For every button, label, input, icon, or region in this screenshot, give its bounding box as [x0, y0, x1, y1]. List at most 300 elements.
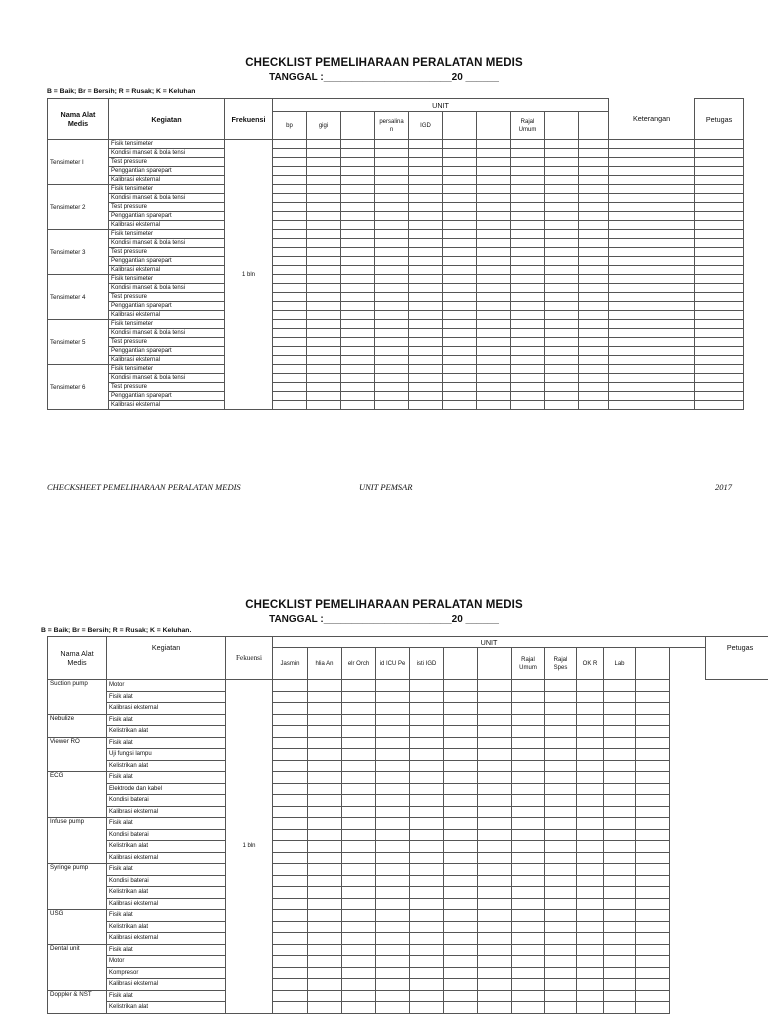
checkbox-cell[interactable]: [695, 185, 744, 194]
checkbox-cell[interactable]: [342, 967, 376, 979]
checkbox-cell[interactable]: [478, 680, 512, 692]
checkbox-cell[interactable]: [609, 194, 695, 203]
checkbox-cell[interactable]: [410, 979, 444, 991]
checkbox-cell[interactable]: [273, 933, 308, 945]
checkbox-cell[interactable]: [478, 691, 512, 703]
checkbox-cell[interactable]: [695, 203, 744, 212]
checkbox-cell[interactable]: [273, 1002, 308, 1014]
checkbox-cell[interactable]: [545, 383, 579, 392]
checkbox-cell[interactable]: [376, 829, 410, 841]
checkbox-cell[interactable]: [511, 329, 545, 338]
checkbox-cell[interactable]: [409, 392, 443, 401]
checkbox-cell[interactable]: [376, 956, 410, 968]
checkbox-cell[interactable]: [604, 760, 636, 772]
checkbox-cell[interactable]: [545, 795, 577, 807]
checkbox-cell[interactable]: [609, 158, 695, 167]
checkbox-cell[interactable]: [409, 212, 443, 221]
checkbox-cell[interactable]: [636, 933, 670, 945]
checkbox-cell[interactable]: [443, 176, 477, 185]
checkbox-cell[interactable]: [577, 726, 604, 738]
checkbox-cell[interactable]: [695, 320, 744, 329]
checkbox-cell[interactable]: [444, 944, 478, 956]
checkbox-cell[interactable]: [636, 714, 670, 726]
checkbox-cell[interactable]: [511, 383, 545, 392]
checkbox-cell[interactable]: [512, 841, 545, 853]
checkbox-cell[interactable]: [273, 320, 307, 329]
checkbox-cell[interactable]: [636, 829, 670, 841]
checkbox-cell[interactable]: [342, 772, 376, 784]
checkbox-cell[interactable]: [511, 311, 545, 320]
checkbox-cell[interactable]: [444, 829, 478, 841]
checkbox-cell[interactable]: [577, 887, 604, 899]
checkbox-cell[interactable]: [341, 185, 375, 194]
checkbox-cell[interactable]: [545, 248, 579, 257]
checkbox-cell[interactable]: [410, 864, 444, 876]
checkbox-cell[interactable]: [273, 956, 308, 968]
checkbox-cell[interactable]: [577, 795, 604, 807]
checkbox-cell[interactable]: [376, 921, 410, 933]
checkbox-cell[interactable]: [577, 806, 604, 818]
checkbox-cell[interactable]: [410, 829, 444, 841]
checkbox-cell[interactable]: [409, 275, 443, 284]
checkbox-cell[interactable]: [579, 338, 609, 347]
checkbox-cell[interactable]: [636, 887, 670, 899]
checkbox-cell[interactable]: [375, 158, 409, 167]
checkbox-cell[interactable]: [375, 338, 409, 347]
checkbox-cell[interactable]: [410, 749, 444, 761]
checkbox-cell[interactable]: [273, 266, 307, 275]
checkbox-cell[interactable]: [444, 841, 478, 853]
checkbox-cell[interactable]: [342, 680, 376, 692]
checkbox-cell[interactable]: [478, 921, 512, 933]
checkbox-cell[interactable]: [512, 691, 545, 703]
checkbox-cell[interactable]: [545, 167, 579, 176]
checkbox-cell[interactable]: [273, 311, 307, 320]
checkbox-cell[interactable]: [512, 818, 545, 830]
checkbox-cell[interactable]: [307, 311, 341, 320]
checkbox-cell[interactable]: [273, 356, 307, 365]
checkbox-cell[interactable]: [273, 714, 308, 726]
checkbox-cell[interactable]: [478, 760, 512, 772]
checkbox-cell[interactable]: [477, 176, 511, 185]
checkbox-cell[interactable]: [273, 967, 308, 979]
checkbox-cell[interactable]: [376, 852, 410, 864]
checkbox-cell[interactable]: [604, 852, 636, 864]
checkbox-cell[interactable]: [609, 320, 695, 329]
checkbox-cell[interactable]: [577, 864, 604, 876]
checkbox-cell[interactable]: [409, 176, 443, 185]
checkbox-cell[interactable]: [477, 221, 511, 230]
checkbox-cell[interactable]: [477, 212, 511, 221]
checkbox-cell[interactable]: [375, 257, 409, 266]
checkbox-cell[interactable]: [636, 864, 670, 876]
checkbox-cell[interactable]: [545, 176, 579, 185]
checkbox-cell[interactable]: [342, 921, 376, 933]
checkbox-cell[interactable]: [443, 203, 477, 212]
checkbox-cell[interactable]: [511, 356, 545, 365]
checkbox-cell[interactable]: [477, 293, 511, 302]
checkbox-cell[interactable]: [511, 302, 545, 311]
checkbox-cell[interactable]: [579, 365, 609, 374]
checkbox-cell[interactable]: [478, 772, 512, 784]
checkbox-cell[interactable]: [410, 852, 444, 864]
checkbox-cell[interactable]: [409, 149, 443, 158]
checkbox-cell[interactable]: [545, 680, 577, 692]
checkbox-cell[interactable]: [376, 703, 410, 715]
checkbox-cell[interactable]: [308, 760, 342, 772]
checkbox-cell[interactable]: [477, 185, 511, 194]
checkbox-cell[interactable]: [545, 302, 579, 311]
checkbox-cell[interactable]: [444, 818, 478, 830]
checkbox-cell[interactable]: [273, 392, 307, 401]
checkbox-cell[interactable]: [695, 239, 744, 248]
checkbox-cell[interactable]: [511, 257, 545, 266]
checkbox-cell[interactable]: [609, 356, 695, 365]
checkbox-cell[interactable]: [273, 185, 307, 194]
checkbox-cell[interactable]: [443, 284, 477, 293]
checkbox-cell[interactable]: [577, 979, 604, 991]
checkbox-cell[interactable]: [636, 967, 670, 979]
checkbox-cell[interactable]: [410, 1002, 444, 1014]
checkbox-cell[interactable]: [308, 680, 342, 692]
checkbox-cell[interactable]: [273, 347, 307, 356]
checkbox-cell[interactable]: [477, 194, 511, 203]
checkbox-cell[interactable]: [695, 221, 744, 230]
checkbox-cell[interactable]: [604, 749, 636, 761]
checkbox-cell[interactable]: [375, 266, 409, 275]
checkbox-cell[interactable]: [308, 864, 342, 876]
checkbox-cell[interactable]: [307, 194, 341, 203]
checkbox-cell[interactable]: [579, 194, 609, 203]
checkbox-cell[interactable]: [273, 338, 307, 347]
checkbox-cell[interactable]: [579, 230, 609, 239]
checkbox-cell[interactable]: [409, 248, 443, 257]
checkbox-cell[interactable]: [545, 401, 579, 410]
checkbox-cell[interactable]: [477, 149, 511, 158]
checkbox-cell[interactable]: [443, 320, 477, 329]
checkbox-cell[interactable]: [478, 703, 512, 715]
checkbox-cell[interactable]: [308, 990, 342, 1002]
checkbox-cell[interactable]: [273, 898, 308, 910]
checkbox-cell[interactable]: [512, 760, 545, 772]
checkbox-cell[interactable]: [444, 783, 478, 795]
checkbox-cell[interactable]: [477, 347, 511, 356]
checkbox-cell[interactable]: [609, 392, 695, 401]
checkbox-cell[interactable]: [636, 806, 670, 818]
checkbox-cell[interactable]: [375, 167, 409, 176]
checkbox-cell[interactable]: [512, 772, 545, 784]
checkbox-cell[interactable]: [604, 933, 636, 945]
checkbox-cell[interactable]: [636, 703, 670, 715]
checkbox-cell[interactable]: [376, 979, 410, 991]
checkbox-cell[interactable]: [376, 737, 410, 749]
checkbox-cell[interactable]: [307, 302, 341, 311]
checkbox-cell[interactable]: [512, 829, 545, 841]
checkbox-cell[interactable]: [410, 772, 444, 784]
checkbox-cell[interactable]: [342, 990, 376, 1002]
checkbox-cell[interactable]: [410, 806, 444, 818]
checkbox-cell[interactable]: [375, 293, 409, 302]
checkbox-cell[interactable]: [545, 806, 577, 818]
checkbox-cell[interactable]: [273, 365, 307, 374]
checkbox-cell[interactable]: [376, 887, 410, 899]
checkbox-cell[interactable]: [375, 356, 409, 365]
checkbox-cell[interactable]: [273, 864, 308, 876]
checkbox-cell[interactable]: [342, 852, 376, 864]
checkbox-cell[interactable]: [609, 374, 695, 383]
checkbox-cell[interactable]: [577, 783, 604, 795]
checkbox-cell[interactable]: [376, 875, 410, 887]
checkbox-cell[interactable]: [604, 737, 636, 749]
checkbox-cell[interactable]: [577, 956, 604, 968]
checkbox-cell[interactable]: [512, 933, 545, 945]
checkbox-cell[interactable]: [342, 703, 376, 715]
checkbox-cell[interactable]: [545, 737, 577, 749]
checkbox-cell[interactable]: [695, 158, 744, 167]
checkbox-cell[interactable]: [443, 248, 477, 257]
checkbox-cell[interactable]: [545, 365, 579, 374]
checkbox-cell[interactable]: [410, 737, 444, 749]
checkbox-cell[interactable]: [443, 167, 477, 176]
checkbox-cell[interactable]: [545, 374, 579, 383]
checkbox-cell[interactable]: [307, 338, 341, 347]
checkbox-cell[interactable]: [342, 944, 376, 956]
checkbox-cell[interactable]: [342, 749, 376, 761]
checkbox-cell[interactable]: [695, 194, 744, 203]
checkbox-cell[interactable]: [477, 203, 511, 212]
checkbox-cell[interactable]: [273, 852, 308, 864]
checkbox-cell[interactable]: [443, 257, 477, 266]
checkbox-cell[interactable]: [478, 783, 512, 795]
checkbox-cell[interactable]: [577, 680, 604, 692]
checkbox-cell[interactable]: [577, 703, 604, 715]
checkbox-cell[interactable]: [512, 852, 545, 864]
checkbox-cell[interactable]: [307, 329, 341, 338]
checkbox-cell[interactable]: [545, 221, 579, 230]
checkbox-cell[interactable]: [375, 248, 409, 257]
checkbox-cell[interactable]: [444, 852, 478, 864]
checkbox-cell[interactable]: [577, 898, 604, 910]
checkbox-cell[interactable]: [273, 841, 308, 853]
checkbox-cell[interactable]: [273, 921, 308, 933]
checkbox-cell[interactable]: [341, 257, 375, 266]
checkbox-cell[interactable]: [636, 818, 670, 830]
checkbox-cell[interactable]: [342, 691, 376, 703]
checkbox-cell[interactable]: [579, 302, 609, 311]
checkbox-cell[interactable]: [636, 783, 670, 795]
checkbox-cell[interactable]: [375, 329, 409, 338]
checkbox-cell[interactable]: [341, 329, 375, 338]
checkbox-cell[interactable]: [577, 933, 604, 945]
checkbox-cell[interactable]: [443, 266, 477, 275]
checkbox-cell[interactable]: [545, 714, 577, 726]
checkbox-cell[interactable]: [478, 864, 512, 876]
checkbox-cell[interactable]: [273, 680, 308, 692]
checkbox-cell[interactable]: [545, 990, 577, 1002]
checkbox-cell[interactable]: [636, 841, 670, 853]
checkbox-cell[interactable]: [341, 293, 375, 302]
checkbox-cell[interactable]: [545, 320, 579, 329]
checkbox-cell[interactable]: [273, 158, 307, 167]
checkbox-cell[interactable]: [376, 806, 410, 818]
checkbox-cell[interactable]: [579, 266, 609, 275]
checkbox-cell[interactable]: [375, 320, 409, 329]
checkbox-cell[interactable]: [341, 401, 375, 410]
checkbox-cell[interactable]: [695, 329, 744, 338]
checkbox-cell[interactable]: [273, 329, 307, 338]
checkbox-cell[interactable]: [342, 875, 376, 887]
checkbox-cell[interactable]: [409, 167, 443, 176]
checkbox-cell[interactable]: [342, 737, 376, 749]
checkbox-cell[interactable]: [409, 320, 443, 329]
checkbox-cell[interactable]: [444, 806, 478, 818]
checkbox-cell[interactable]: [273, 194, 307, 203]
checkbox-cell[interactable]: [511, 365, 545, 374]
checkbox-cell[interactable]: [341, 302, 375, 311]
checkbox-cell[interactable]: [609, 203, 695, 212]
checkbox-cell[interactable]: [308, 783, 342, 795]
checkbox-cell[interactable]: [579, 212, 609, 221]
checkbox-cell[interactable]: [342, 714, 376, 726]
checkbox-cell[interactable]: [444, 726, 478, 738]
checkbox-cell[interactable]: [375, 392, 409, 401]
checkbox-cell[interactable]: [342, 760, 376, 772]
checkbox-cell[interactable]: [512, 795, 545, 807]
checkbox-cell[interactable]: [273, 140, 307, 149]
checkbox-cell[interactable]: [409, 239, 443, 248]
checkbox-cell[interactable]: [443, 212, 477, 221]
checkbox-cell[interactable]: [409, 329, 443, 338]
checkbox-cell[interactable]: [342, 1002, 376, 1014]
checkbox-cell[interactable]: [579, 284, 609, 293]
checkbox-cell[interactable]: [307, 230, 341, 239]
checkbox-cell[interactable]: [478, 1002, 512, 1014]
checkbox-cell[interactable]: [478, 887, 512, 899]
checkbox-cell[interactable]: [477, 167, 511, 176]
checkbox-cell[interactable]: [511, 266, 545, 275]
checkbox-cell[interactable]: [444, 921, 478, 933]
checkbox-cell[interactable]: [273, 703, 308, 715]
checkbox-cell[interactable]: [444, 749, 478, 761]
checkbox-cell[interactable]: [636, 979, 670, 991]
checkbox-cell[interactable]: [308, 956, 342, 968]
checkbox-cell[interactable]: [308, 829, 342, 841]
checkbox-cell[interactable]: [511, 392, 545, 401]
checkbox-cell[interactable]: [478, 944, 512, 956]
checkbox-cell[interactable]: [477, 248, 511, 257]
checkbox-cell[interactable]: [545, 1002, 577, 1014]
checkbox-cell[interactable]: [443, 329, 477, 338]
checkbox-cell[interactable]: [444, 967, 478, 979]
checkbox-cell[interactable]: [477, 392, 511, 401]
checkbox-cell[interactable]: [604, 691, 636, 703]
checkbox-cell[interactable]: [443, 347, 477, 356]
checkbox-cell[interactable]: [604, 979, 636, 991]
checkbox-cell[interactable]: [604, 864, 636, 876]
checkbox-cell[interactable]: [545, 760, 577, 772]
checkbox-cell[interactable]: [579, 275, 609, 284]
checkbox-cell[interactable]: [273, 212, 307, 221]
checkbox-cell[interactable]: [695, 365, 744, 374]
checkbox-cell[interactable]: [579, 347, 609, 356]
checkbox-cell[interactable]: [511, 140, 545, 149]
checkbox-cell[interactable]: [273, 910, 308, 922]
checkbox-cell[interactable]: [609, 347, 695, 356]
checkbox-cell[interactable]: [273, 818, 308, 830]
checkbox-cell[interactable]: [443, 311, 477, 320]
checkbox-cell[interactable]: [443, 374, 477, 383]
checkbox-cell[interactable]: [341, 167, 375, 176]
checkbox-cell[interactable]: [477, 329, 511, 338]
checkbox-cell[interactable]: [307, 140, 341, 149]
checkbox-cell[interactable]: [511, 167, 545, 176]
checkbox-cell[interactable]: [512, 1002, 545, 1014]
checkbox-cell[interactable]: [609, 338, 695, 347]
checkbox-cell[interactable]: [443, 149, 477, 158]
checkbox-cell[interactable]: [545, 149, 579, 158]
checkbox-cell[interactable]: [376, 726, 410, 738]
checkbox-cell[interactable]: [604, 967, 636, 979]
checkbox-cell[interactable]: [308, 944, 342, 956]
checkbox-cell[interactable]: [577, 818, 604, 830]
checkbox-cell[interactable]: [376, 990, 410, 1002]
checkbox-cell[interactable]: [273, 783, 308, 795]
checkbox-cell[interactable]: [341, 338, 375, 347]
checkbox-cell[interactable]: [478, 726, 512, 738]
checkbox-cell[interactable]: [609, 248, 695, 257]
checkbox-cell[interactable]: [410, 898, 444, 910]
checkbox-cell[interactable]: [376, 714, 410, 726]
checkbox-cell[interactable]: [512, 875, 545, 887]
checkbox-cell[interactable]: [443, 194, 477, 203]
checkbox-cell[interactable]: [695, 311, 744, 320]
checkbox-cell[interactable]: [308, 1002, 342, 1014]
checkbox-cell[interactable]: [478, 818, 512, 830]
checkbox-cell[interactable]: [307, 383, 341, 392]
checkbox-cell[interactable]: [609, 167, 695, 176]
checkbox-cell[interactable]: [410, 910, 444, 922]
checkbox-cell[interactable]: [341, 149, 375, 158]
checkbox-cell[interactable]: [307, 176, 341, 185]
checkbox-cell[interactable]: [511, 221, 545, 230]
checkbox-cell[interactable]: [444, 737, 478, 749]
checkbox-cell[interactable]: [545, 140, 579, 149]
checkbox-cell[interactable]: [545, 772, 577, 784]
checkbox-cell[interactable]: [307, 167, 341, 176]
checkbox-cell[interactable]: [341, 320, 375, 329]
checkbox-cell[interactable]: [273, 149, 307, 158]
checkbox-cell[interactable]: [375, 176, 409, 185]
checkbox-cell[interactable]: [444, 714, 478, 726]
checkbox-cell[interactable]: [604, 806, 636, 818]
checkbox-cell[interactable]: [577, 737, 604, 749]
checkbox-cell[interactable]: [341, 383, 375, 392]
checkbox-cell[interactable]: [273, 248, 307, 257]
checkbox-cell[interactable]: [273, 944, 308, 956]
checkbox-cell[interactable]: [604, 910, 636, 922]
checkbox-cell[interactable]: [478, 956, 512, 968]
checkbox-cell[interactable]: [273, 383, 307, 392]
checkbox-cell[interactable]: [443, 365, 477, 374]
checkbox-cell[interactable]: [341, 239, 375, 248]
checkbox-cell[interactable]: [443, 392, 477, 401]
checkbox-cell[interactable]: [341, 356, 375, 365]
checkbox-cell[interactable]: [273, 749, 308, 761]
checkbox-cell[interactable]: [579, 140, 609, 149]
checkbox-cell[interactable]: [307, 365, 341, 374]
checkbox-cell[interactable]: [478, 933, 512, 945]
checkbox-cell[interactable]: [409, 203, 443, 212]
